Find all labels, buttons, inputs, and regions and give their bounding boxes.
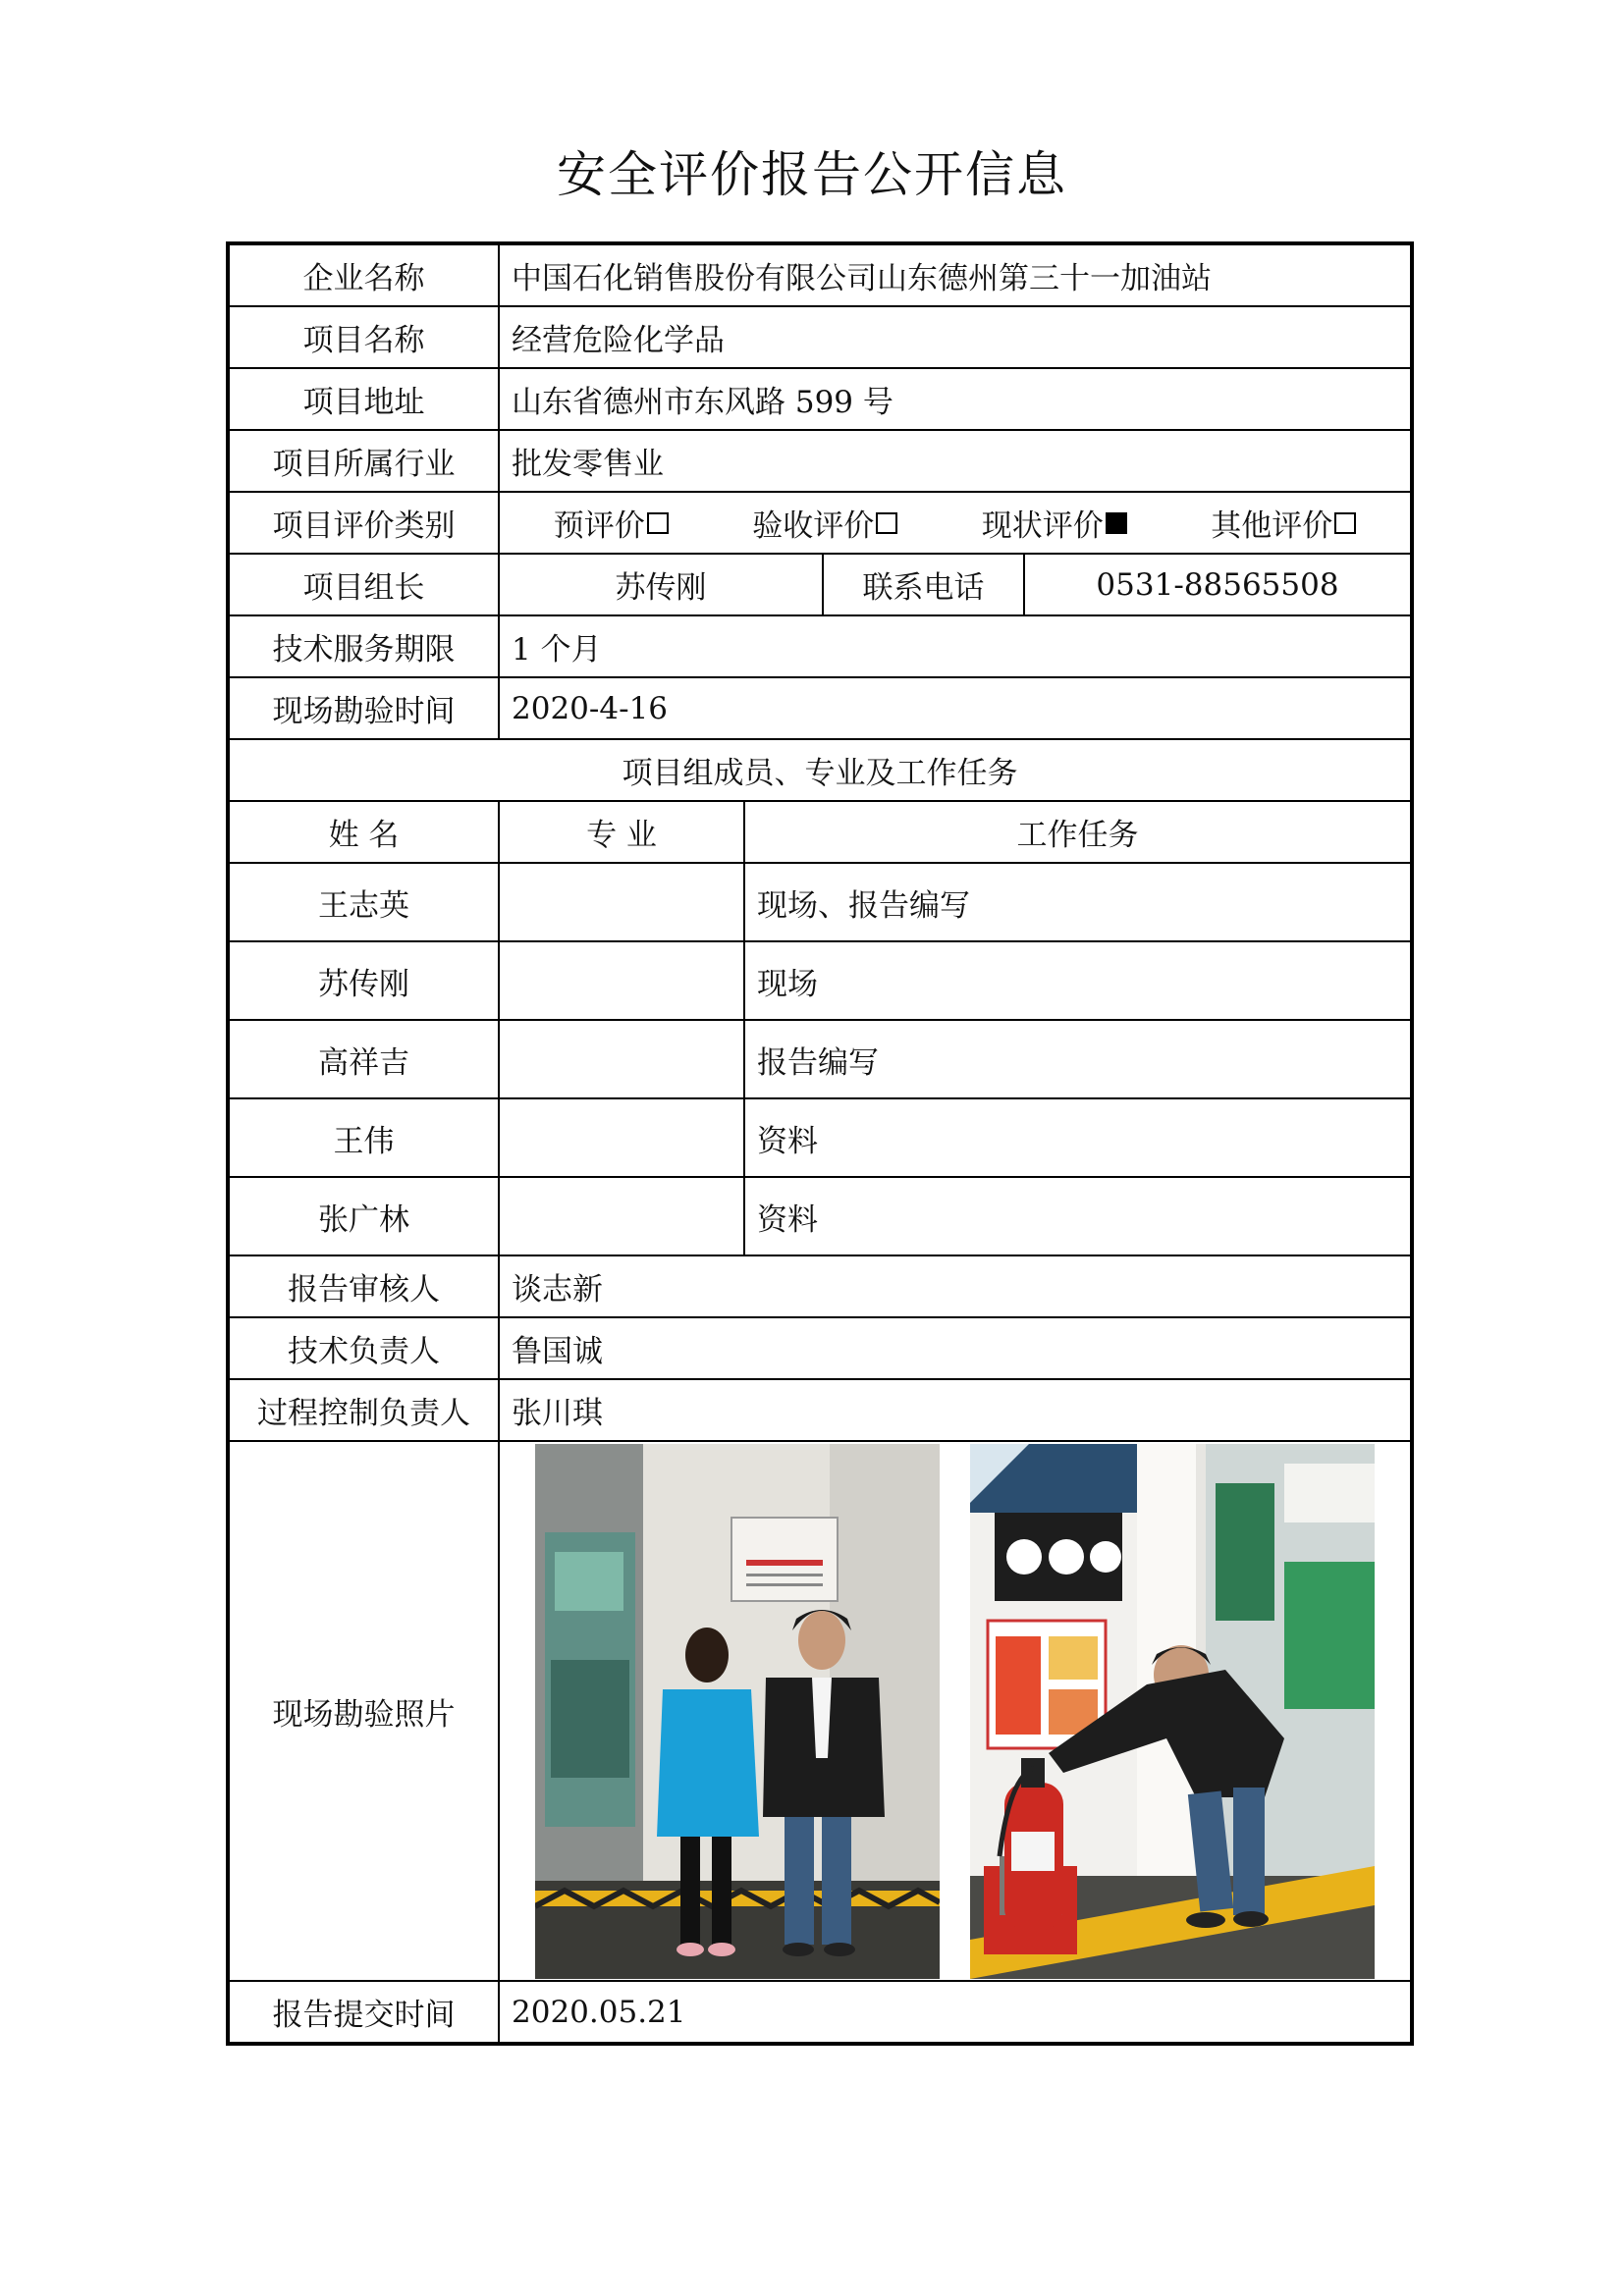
industry-label: 项目所属行业 xyxy=(228,430,499,492)
members-section-title: 项目组成员、专业及工作任务 xyxy=(228,739,1412,801)
member-task: 现场 xyxy=(744,941,1412,1020)
row-survey-time xyxy=(228,677,1412,739)
project-address-value: 山东省德州市东风路 599 号 xyxy=(499,368,1412,430)
site-photo-extinguisher xyxy=(970,1444,1375,1979)
member-task: 资料 xyxy=(744,1177,1412,1255)
reviewer-value: 谈志新 xyxy=(499,1255,1412,1317)
phone-label: 联系电话 xyxy=(823,554,1024,615)
row-service-period xyxy=(228,615,1412,677)
project-name-label: 项目名称 xyxy=(228,306,499,368)
row-reviewer xyxy=(228,1255,1412,1317)
row-submit-time xyxy=(228,1981,1412,2044)
eval-type-label: 项目评价类别 xyxy=(228,492,499,554)
member-task: 报告编写 xyxy=(744,1020,1412,1098)
row-tech-lead xyxy=(228,1317,1412,1379)
industry-value: 批发零售业 xyxy=(499,430,1412,492)
submit-time-label: 报告提交时间 xyxy=(228,1981,499,2044)
member-name: 张广林 xyxy=(228,1177,499,1255)
eval-option-acceptance[interactable]: 验收评价 xyxy=(752,501,897,545)
table-row xyxy=(228,1020,1412,1098)
member-name: 王志英 xyxy=(228,863,499,941)
page-title: 安全评价报告公开信息 xyxy=(557,146,1067,203)
eval-type-options xyxy=(499,492,1412,554)
member-name: 高祥吉 xyxy=(228,1020,499,1098)
eval-option-pre[interactable]: 预评价 xyxy=(554,501,669,545)
table-row xyxy=(228,1098,1412,1177)
service-period-label: 技术服务期限 xyxy=(228,615,499,677)
tech-lead-value: 鲁国诚 xyxy=(499,1317,1412,1379)
company-label: 企业名称 xyxy=(228,243,499,306)
row-process-lead xyxy=(228,1379,1412,1441)
project-address-label: 项目地址 xyxy=(228,368,499,430)
info-table xyxy=(226,241,1414,2046)
checkbox-checked-icon xyxy=(1106,512,1127,534)
table-row xyxy=(228,863,1412,941)
member-major xyxy=(499,1098,744,1177)
table-row xyxy=(228,1177,1412,1255)
members-header-row xyxy=(228,801,1412,863)
header-task: 工作任务 xyxy=(744,801,1412,863)
member-task: 资料 xyxy=(744,1098,1412,1177)
service-period-value: 1 个月 xyxy=(499,615,1412,677)
checkbox-icon xyxy=(647,512,669,534)
row-leader xyxy=(228,554,1412,615)
member-task: 现场、报告编写 xyxy=(744,863,1412,941)
row-photos xyxy=(228,1441,1412,1981)
phone-value: 0531-88565508 xyxy=(1024,554,1412,615)
member-major xyxy=(499,863,744,941)
row-project-address xyxy=(228,368,1412,430)
row-industry xyxy=(228,430,1412,492)
eval-option-current[interactable]: 现状评价 xyxy=(982,501,1127,545)
submit-time-value: 2020.05.21 xyxy=(499,1981,1412,2044)
site-photo-entrance xyxy=(535,1444,940,1979)
leader-value: 苏传刚 xyxy=(499,554,823,615)
member-major xyxy=(499,1020,744,1098)
row-eval-type xyxy=(228,492,1412,554)
checkbox-icon xyxy=(876,512,897,534)
eval-option-other[interactable]: 其他评价 xyxy=(1211,501,1356,545)
tech-lead-label: 技术负责人 xyxy=(228,1317,499,1379)
photos-label: 现场勘验照片 xyxy=(228,1441,499,1981)
row-project-name xyxy=(228,306,1412,368)
member-major xyxy=(499,1177,744,1255)
leader-label: 项目组长 xyxy=(228,554,499,615)
header-name: 姓 名 xyxy=(228,801,499,863)
project-name-value: 经营危险化学品 xyxy=(499,306,1412,368)
member-name: 苏传刚 xyxy=(228,941,499,1020)
checkbox-icon xyxy=(1334,512,1356,534)
member-major xyxy=(499,941,744,1020)
row-company xyxy=(228,243,1412,306)
reviewer-label: 报告审核人 xyxy=(228,1255,499,1317)
process-lead-label: 过程控制负责人 xyxy=(228,1379,499,1441)
company-value: 中国石化销售股份有限公司山东德州第三十一加油站 xyxy=(499,243,1412,306)
table-row xyxy=(228,941,1412,1020)
member-name: 王伟 xyxy=(228,1098,499,1177)
survey-time-label: 现场勘验时间 xyxy=(228,677,499,739)
process-lead-value: 张川琪 xyxy=(499,1379,1412,1441)
row-members-title xyxy=(228,739,1412,801)
header-major: 专 业 xyxy=(499,801,744,863)
survey-time-value: 2020-4-16 xyxy=(499,677,1412,739)
photos-cell xyxy=(499,1441,1412,1981)
